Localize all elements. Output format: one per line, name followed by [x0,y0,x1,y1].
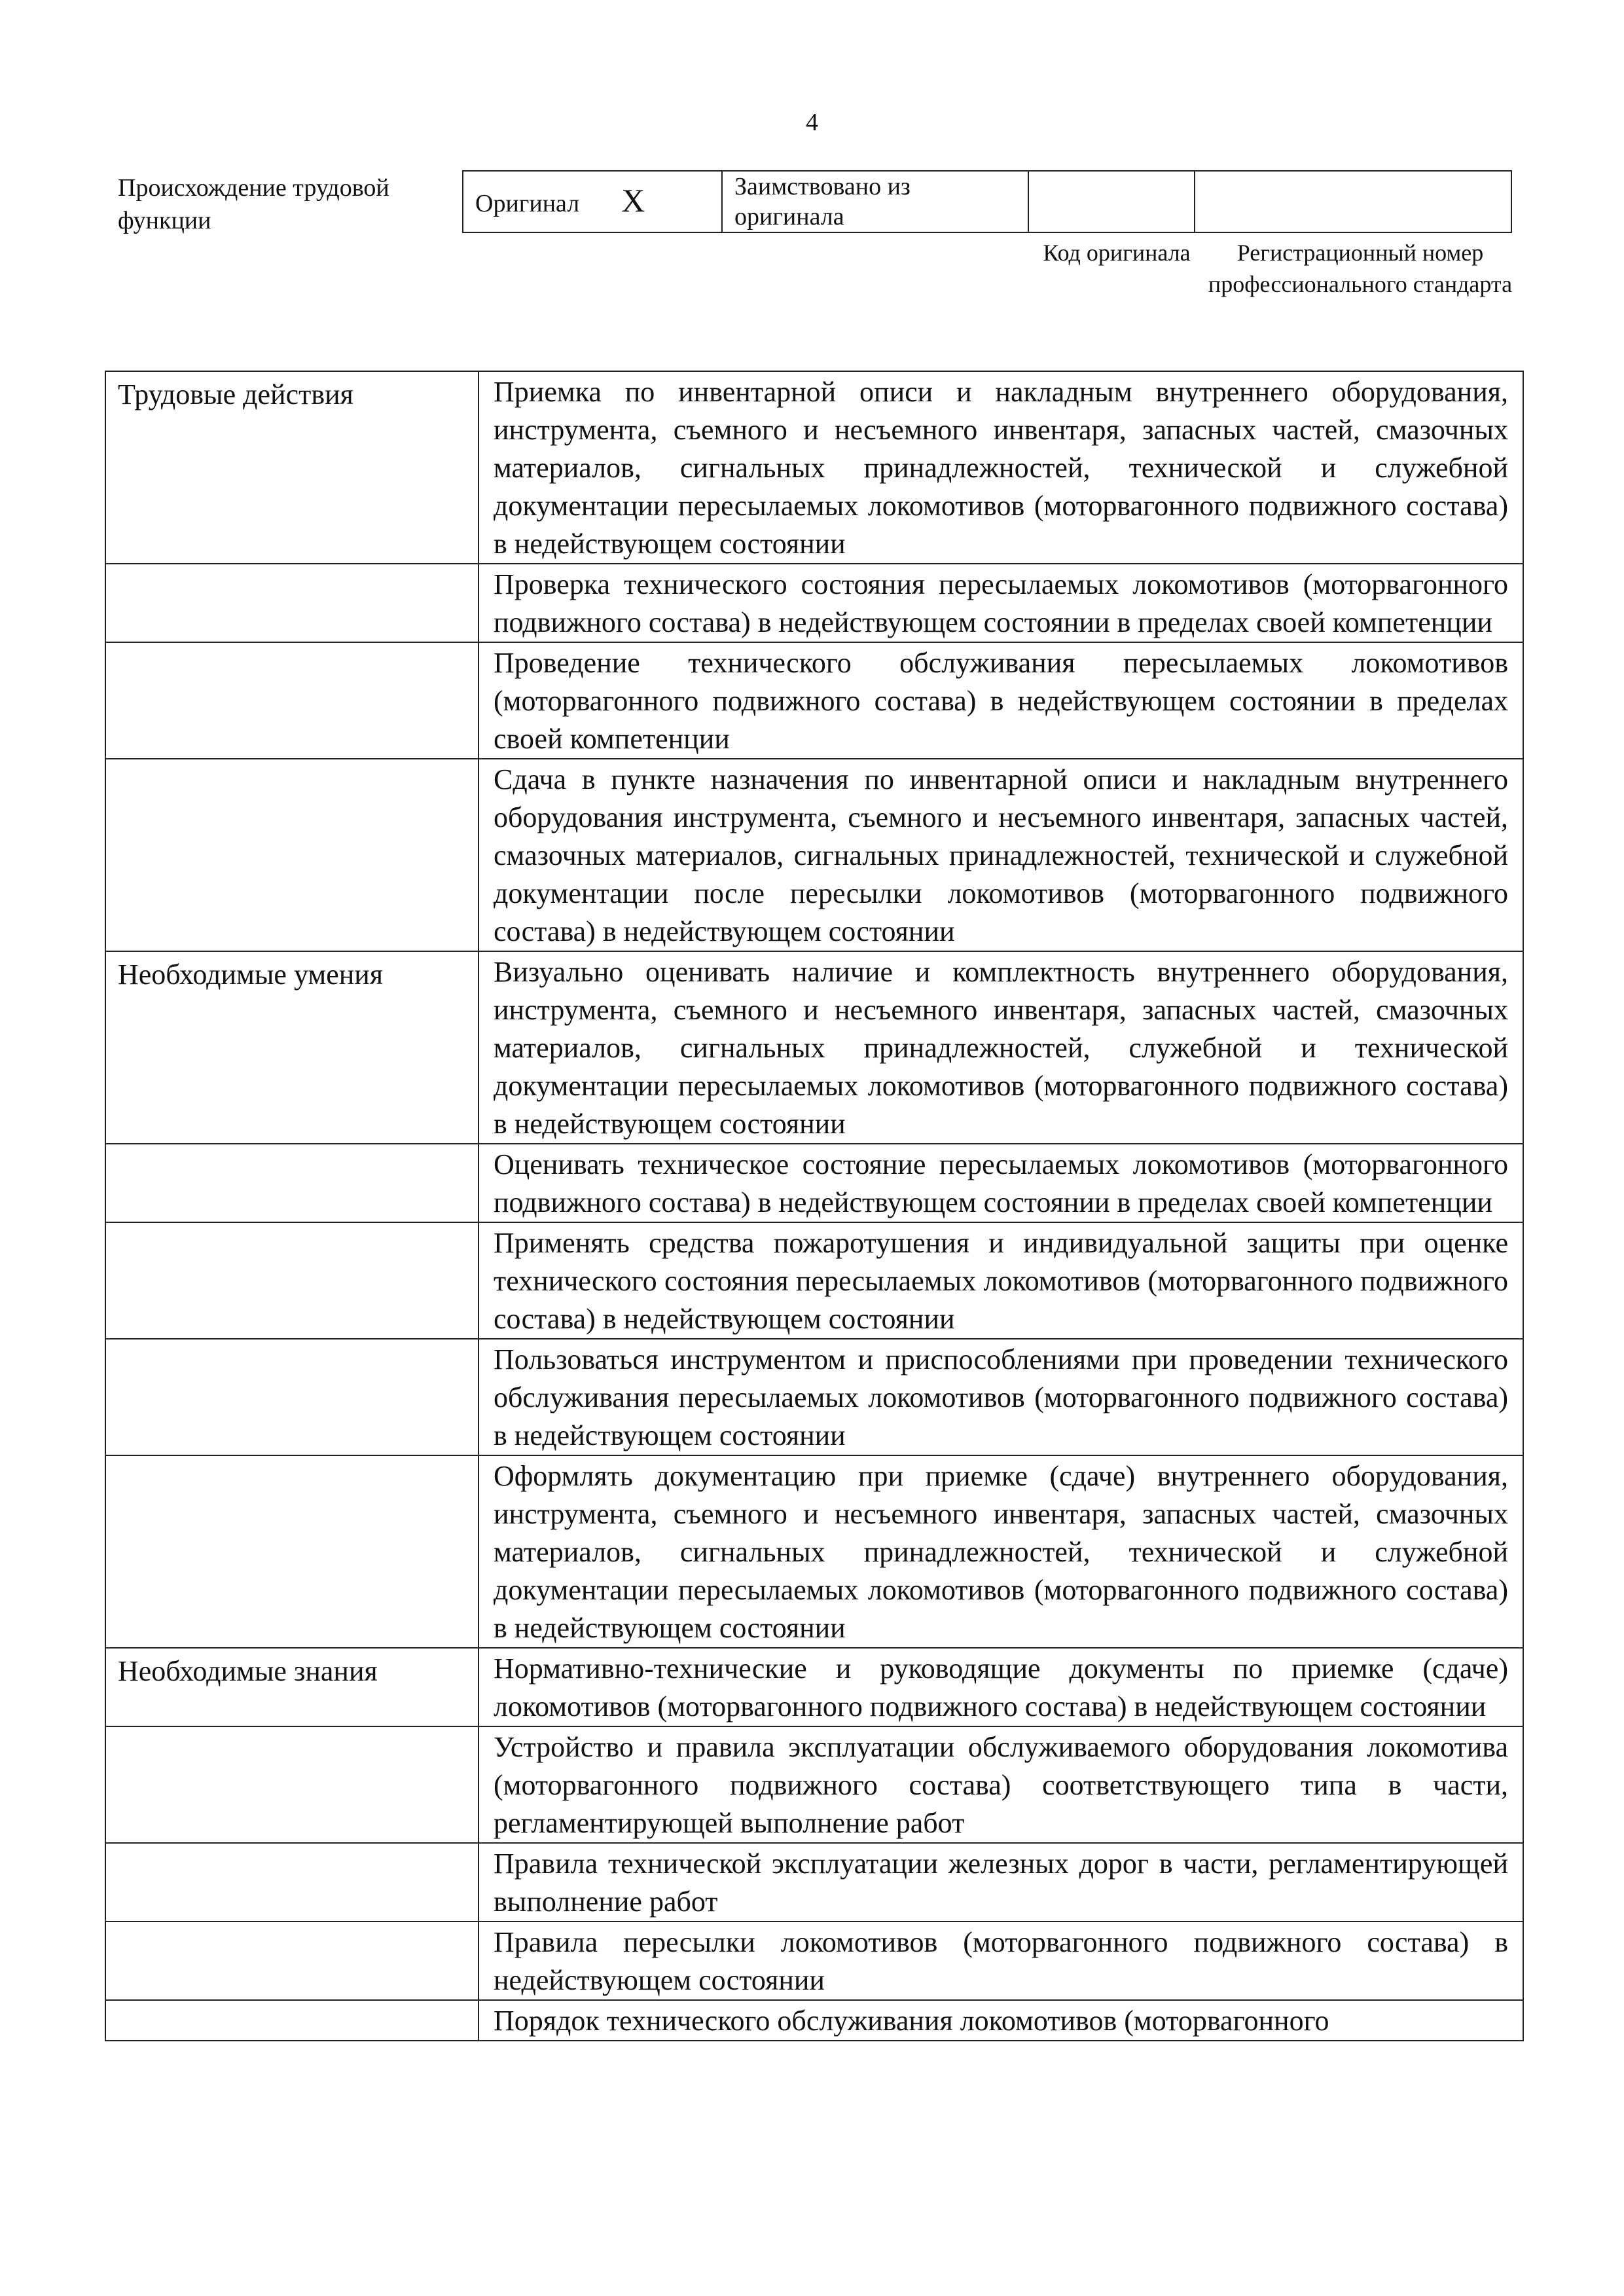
item-text: Пользоваться инструментом и приспособлениями при проведении технического обслуживания пересылаемых локомотивов (моторвагонного подвижного состава) в недействующем состоянии [478,1339,1523,1455]
table-row [105,1144,1523,1222]
item-text: Проведение технического обслуживания пересылаемых локомотивов (моторвагонного подвижного состава) в недействующем состоянии в пределах своей компетенции [478,642,1523,759]
section-title: Необходимые знания [105,1648,478,1726]
table-row [105,1648,1523,1726]
code-cell [1028,171,1195,232]
section-title-cell [105,1922,478,2000]
page-number: 4 [806,109,818,136]
section-title-cell [105,1339,478,1455]
section-title-cell [105,1144,478,1222]
item-text: Сдача в пункте назначения по инвентарной описи и накладным внутреннего оборудования инструмента, съемного и несъемного инвентаря, запасных частей, смазочных материалов, сигнальных принадлежностей, технической и служебной документации после пересылки локомотивов (моторвагонного подвижного состава) в недействующем состоянии [478,759,1523,951]
section-title-cell [105,2000,478,2041]
reg-caption: Регистрационный номер профессионального стандарта [1208,240,1513,297]
origin-label: Происхождение трудовой функции [118,174,389,234]
original-label: Оригинал [475,189,580,217]
borrowed-cell [722,171,1028,232]
section-title: Трудовые действия [105,371,478,564]
item-text: Оформлять документацию при приемке (сдаче) внутреннего оборудования, инструмента, съемного и несъемного инвентаря, запасных частей, смазочных материалов, сигнальных принадлежностей, технической и служебной документации пересылаемых локомотивов (моторвагонного подвижного состава) в недействующем состоянии [478,1455,1523,1648]
section-title: Необходимые умения [105,951,478,1144]
table-row [105,2000,1523,2041]
item-text: Устройство и правила эксплуатации обслуживаемого оборудования локомотива (моторвагонного подвижного состава) соответствующего типа в части, регламентирующей выполнение работ [478,1726,1523,1843]
item-text: Проверка технического состояния пересылаемых локомотивов (моторвагонного подвижного состава) в недействующем состоянии в пределах своей компетенции [478,564,1523,642]
table-row [105,371,1523,564]
item-text: Визуально оценивать наличие и комплектность внутреннего оборудования, инструмента, съемного и несъемного инвентаря, запасных частей, смазочных материалов, сигнальных принадлежностей, служебной и технической документации пересылаемых локомотивов (моторвагонного подвижного состава) в недействующем состоянии [478,951,1523,1144]
original-cell [463,171,722,232]
original-mark: X [621,181,645,219]
table-row [105,642,1523,759]
section-title-cell [105,1222,478,1339]
item-text: Правила пересылки локомотивов (моторвагонного подвижного состава) в недействующем состоянии [478,1922,1523,2000]
table-row [105,1455,1523,1648]
table-row [105,564,1523,642]
table-row [105,759,1523,951]
section-title-cell [105,1843,478,1922]
code-caption: Код оригинала [1043,240,1191,266]
section-title-cell [105,1726,478,1843]
item-text: Приемка по инвентарной описи и накладным внутреннего оборудования, инструмента, съемного и несъемного инвентаря, запасных частей, смазочных материалов, сигнальных принадлежностей, технической и служебной документации пересылаемых локомотивов (моторвагонного подвижного состава) в недействующем состоянии [478,371,1523,564]
section-title-cell [105,759,478,951]
borrowed-label: Заимствовано из оригинала [734,173,911,230]
section-title-cell [105,1455,478,1648]
functions-table [105,371,1524,2041]
item-text: Нормативно-технические и руководящие документы по приемке (сдаче) локомотивов (моторвагонного подвижного состава) в недействующем состоянии [478,1648,1523,1726]
origin-table [462,170,1512,233]
table-row [105,1843,1523,1922]
item-text: Правила технической эксплуатации железных дорог в части, регламентирующей выполнение работ [478,1843,1523,1922]
item-text: Порядок технического обслуживания локомотивов (моторвагонного [478,2000,1523,2041]
table-row [105,1726,1523,1843]
table-row [105,1922,1523,2000]
item-text: Оценивать техническое состояние пересылаемых локомотивов (моторвагонного подвижного состава) в недействующем состоянии в пределах своей компетенции [478,1144,1523,1222]
reg-number-cell [1195,171,1511,232]
table-row [105,951,1523,1144]
section-title-cell [105,564,478,642]
table-row [105,1222,1523,1339]
table-row [105,1339,1523,1455]
section-title-cell [105,642,478,759]
item-text: Применять средства пожаротушения и индивидуальной защиты при оценке технического состояния пересылаемых локомотивов (моторвагонного подвижного состава) в недействующем состоянии [478,1222,1523,1339]
